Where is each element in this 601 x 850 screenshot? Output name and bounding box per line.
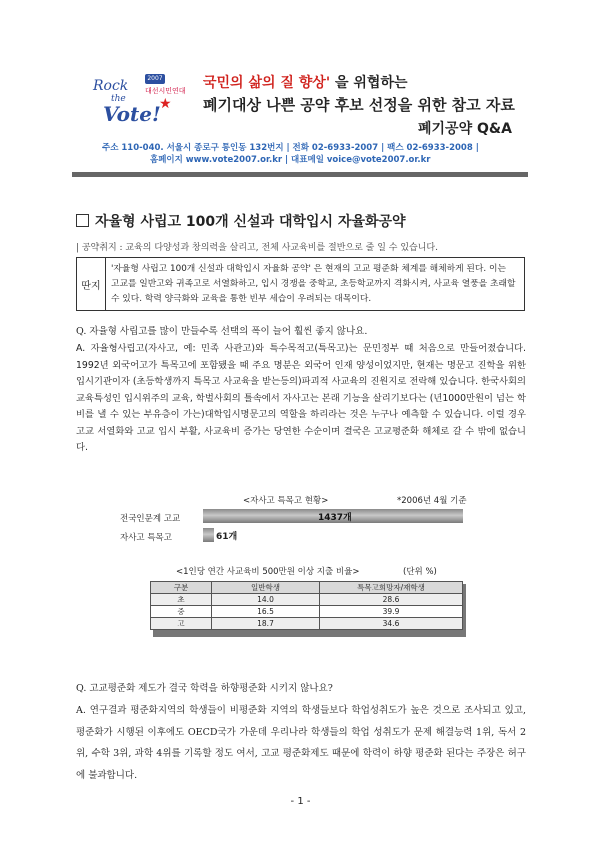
header-line2: 폐기대상 나쁜 공약 후보 선정을 위한 참고 자료	[203, 96, 515, 114]
header-quote: '	[325, 75, 331, 91]
header-highlight: 국민의 삶의 질 향상	[203, 75, 326, 91]
table-cell: 16.5	[212, 606, 320, 618]
chart-bar	[203, 528, 214, 542]
checkbox-square-icon	[76, 214, 89, 227]
section-title-text: 자율형 사립고 100개 신설과 대학입시 자율화공약	[95, 214, 406, 230]
pledge-purpose: | 공약취지 : 교육의 다양성과 창의력을 살리고, 전체 사교육비를 절반으로 줄 일 수 있습니다.	[76, 243, 438, 253]
table-cell: 34.6	[320, 618, 463, 630]
section-title	[76, 211, 406, 231]
header-line3: 폐기공약 Q&A	[418, 121, 512, 137]
chart-category-label: 전국인문계 고교	[120, 514, 181, 524]
critique-box	[76, 257, 525, 311]
table-cell: 28.6	[320, 594, 463, 606]
contact-line: 홈페이지 www.vote2007.or.kr | 대표메일 voice@vote2007.or.kr	[150, 155, 431, 165]
table-row	[151, 606, 463, 618]
logo-rock-text: Rock	[93, 78, 129, 94]
chart-title: <자사고 특목고 현황>	[243, 496, 329, 506]
address-line: 주소 110-040. 서울시 종로구 통인동 132번지 | 전화 02-6933-2007 | 팩스 02-6933-2008 |	[102, 143, 479, 153]
chart-note: *2006년 4월 기준	[397, 496, 467, 506]
table-cell: 고	[151, 618, 212, 630]
question-2: Q. 고교평준화 제도가 결국 학력을 하향평준화 시키지 않나요?	[76, 683, 333, 694]
critique-text: '자율형 사립고 100개 신설과 대학입시 자율화 공약' 은 현재의 고교 평준화 체계를 해체하게 된다. 이는 고교를 일반고와 귀족고로 서열화하고, 입시 경쟁을 중학교, 초등학교까지 격화시켜, 사교육 열풍을 초래할 수 있다. 학력 양극화와 교육을 통한 빈부 세습이 우려되는 대목이다.	[111, 264, 516, 304]
table-row	[151, 594, 463, 606]
answer-2: A. 연구결과 평준화지역의 학생들이 비평준화 지역의 학생들보다 학업성취도가 높은 것으로 조사되고 있고, 평준화가 시행된 이후에도 OECD국가 가운데 우리나라 학생들의 학업 성취도가 문제 해결능력 1위, 독서 2위, 수학 3위, 과학 4위를 기록할 정도 여서, 고교 평준화제도 때문에 학력이 하향 평준화 된다는 주장은 허구에 불과합니다.	[76, 705, 526, 781]
table-header-cell: 구분	[151, 582, 212, 594]
table-cell: 39.9	[320, 606, 463, 618]
table-cell: 14.0	[212, 594, 320, 606]
logo-badge: 2007	[145, 74, 165, 84]
answer-1: A. 자율형사립고(자사고, 예: 민족 사관고)와 특수목적고(특목고)는 문민정부 때 처음으로 만들어졌습니다. 1992년 외국어고가 특목고에 포함됐을 때 주요 명분은 외국어 인재 양성이었지만, 현재는 명문고 진학을 위한 입시기관이자 (초등학생까지 특목고 사교육을 받는등의)파괴적 사교육의 진원지로 전락해 있습니다. 한국사회의 교육특성인 입시위주의 교육, 학벌사회의 틀속에서 자사고는 본래 기능을 살리기보다는 (년1000만원이 넘는 학비를 낼 수 있는 부유층이 가는)대학입시명문고의 역할을 하리라는 것은 누구나 예측할 수 있습니다. 이럴 경우 고교 서열화와 고교 입시 부활, 사교육비 증가는 당연한 수순이며 결국은 고교평준화 해체로 갈 수 밖에 없습니다.	[76, 343, 526, 453]
table-row	[151, 618, 463, 630]
logo-vote-text: Vote!	[103, 102, 161, 126]
table-cell: 18.7	[212, 618, 320, 630]
question-1: Q. 자율형 사립고를 많이 만들수록 선택의 폭이 늘어 훨씬 좋지 않나요.	[76, 326, 368, 337]
rock-the-vote-logo	[85, 72, 185, 132]
table-header-row	[151, 582, 463, 594]
table-cell: 초	[151, 594, 212, 606]
logo-org-text: 대선시민연대	[145, 87, 186, 95]
header-line1	[203, 72, 408, 92]
table-header-cell: 일반학생	[212, 582, 320, 594]
chart-data-label: 61개	[216, 532, 238, 542]
chart-data-label: 1437개	[318, 513, 352, 523]
tutoring-cost-table	[150, 581, 463, 630]
table-cell: 중	[151, 606, 212, 618]
table-unit: (단위 %)	[403, 567, 437, 577]
header-divider	[72, 172, 528, 177]
table-header-cell: 특목고희망자/재학생	[320, 582, 463, 594]
critique-label: 딴지	[77, 258, 106, 310]
table-title: <1인당 연간 사교육비 500만원 이상 지출 비율>	[176, 567, 360, 577]
header-line1-rest: 을 위협하는	[330, 75, 408, 91]
logo-the-text: the	[111, 94, 126, 104]
chart-category-label: 자사고 특목고	[120, 533, 172, 543]
star-icon: ★	[159, 96, 172, 112]
page-number: - 1 -	[290, 796, 311, 807]
